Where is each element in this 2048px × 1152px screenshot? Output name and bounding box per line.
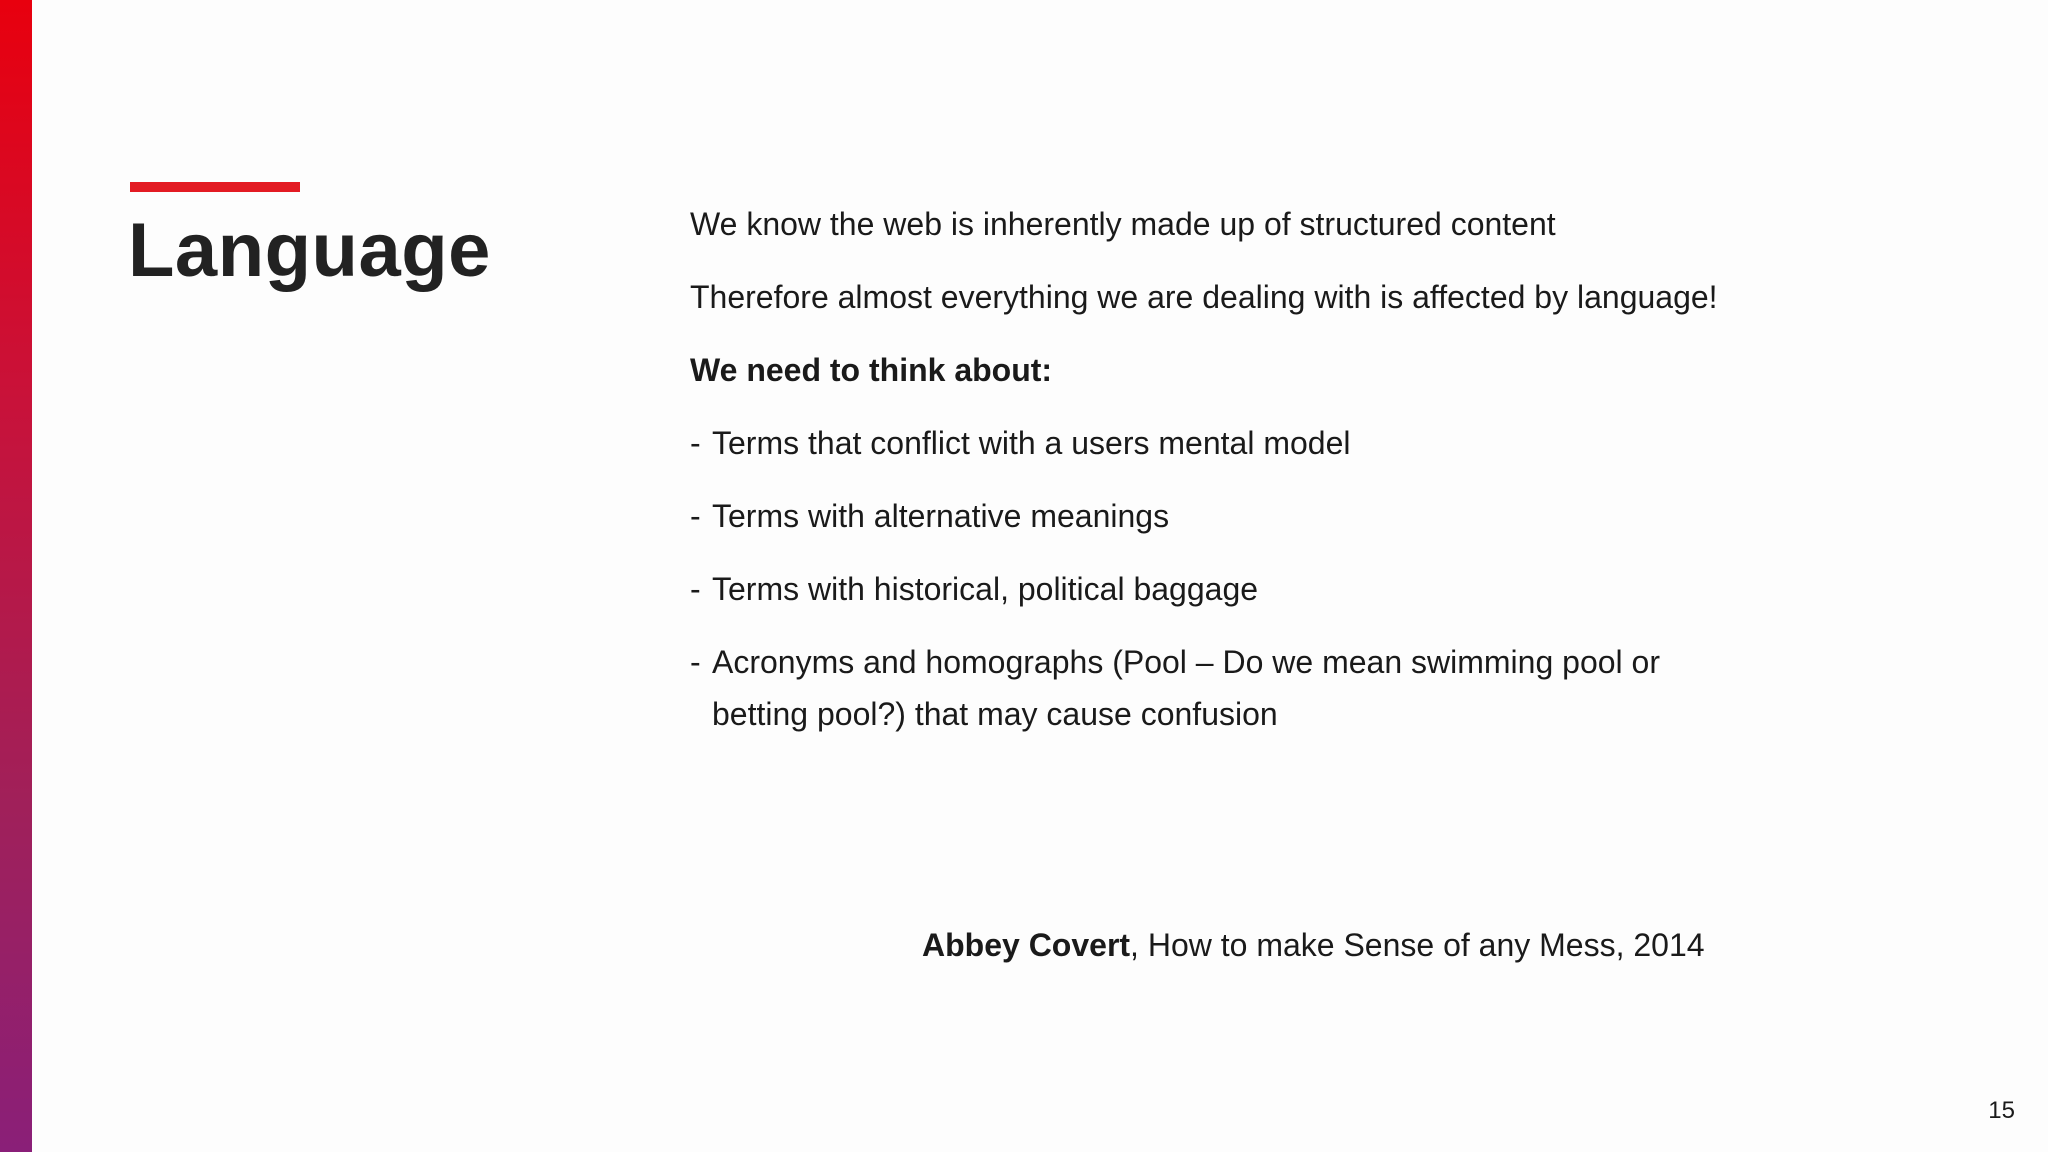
title-accent-line: [130, 182, 300, 192]
bullet-dash: -: [690, 644, 701, 680]
bullet-text: Terms with alternative meanings: [712, 498, 1170, 534]
slide-title: Language: [128, 208, 491, 293]
bullet-item: [690, 636, 1720, 740]
citation: [922, 919, 1705, 971]
bullet-text: Terms that conflict with a users mental model: [712, 425, 1351, 461]
body-paragraph: Therefore almost everything we are dealing with is affected by language!: [690, 279, 1718, 315]
bullet-item: [690, 563, 1720, 615]
bullet-dash: -: [690, 571, 701, 607]
bullet-item: [690, 490, 1720, 542]
bullet-text: Terms with historical, political baggage: [712, 571, 1259, 607]
body-paragraph: We know the web is inherently made up of structured content: [690, 206, 1556, 242]
bullet-item: [690, 417, 1720, 469]
slide-body: [690, 198, 1720, 761]
side-gradient-bar: [0, 0, 32, 1152]
bullet-text: Acronyms and homographs (Pool – Do we mean swimming pool or betting pool?) that may cause confusion: [712, 644, 1660, 732]
bullet-dash: -: [690, 498, 701, 534]
subheading: We need to think about:: [690, 352, 1053, 388]
citation-work: , How to make Sense of any Mess, 2014: [1130, 927, 1705, 963]
bullet-dash: -: [690, 425, 701, 461]
page-number: 15: [1988, 1097, 2015, 1124]
citation-author: Abbey Covert: [922, 927, 1131, 963]
